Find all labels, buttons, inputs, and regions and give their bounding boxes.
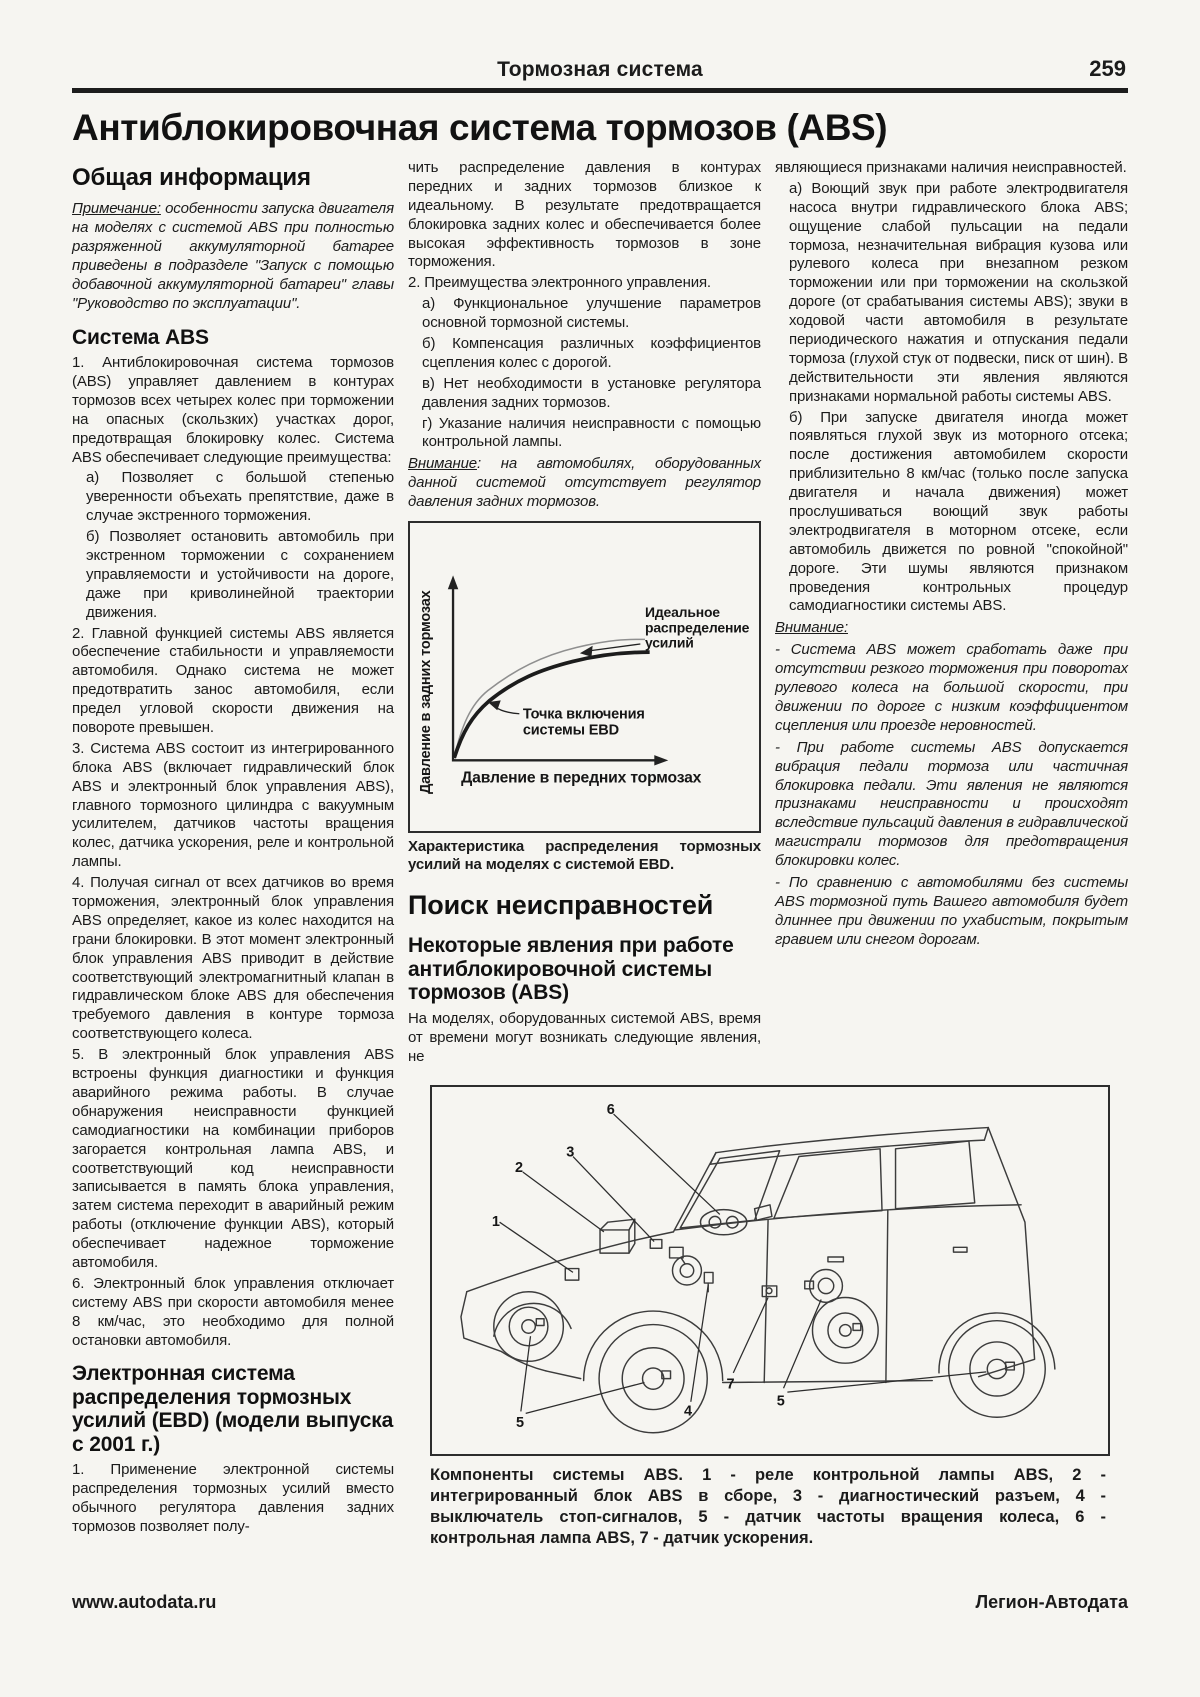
footer-site: www.autodata.ru — [72, 1592, 217, 1612]
diagnostic-connector-icon — [650, 1239, 662, 1248]
attention-label: Внимание: — [775, 619, 848, 637]
list-item: б) При запуске двигателя иногда может появляться глухой звук из моторного отсека; после достижения автомобилем скорости приблизительно 8 км/час (только после запуска двигателя и начала движения) может прослушиваться воющий звук работы электродвигателя в моторном отсеке, если автомобиль движется по ровной "спокойной" дороге. Эти шумы являются признаком проведения контрольных процедур самодиагностики системы ABS. — [789, 408, 1128, 615]
callout-1: 1 — [491, 1213, 500, 1230]
paragraph: 1. Применение электронной системы распределения тормозных усилий вместо обычного регулятора давления задних тормозов позволяет полу- — [72, 1461, 394, 1536]
attention-text: : на автомобилях, оборудованных данной системой отсутствует регулятор давления задних тормозов. — [408, 455, 761, 511]
acceleration-sensor-icon — [762, 1285, 776, 1296]
annotation-ideal: Идеальное — [644, 604, 720, 621]
attention-item: - По сравнению с автомобилями без системы ABS тормозной путь Вашего автомобиля будет длиннее при движении по ухабистым, покрытым гравием или снегом дорогам. — [775, 873, 1128, 948]
column-3 — [775, 159, 1128, 952]
x-axis-label: Давление в передних тормозах — [461, 769, 702, 787]
list-item: а) Позволяет с большой степенью уверенности объехать препятствие, даже в случае экстренного торможения. — [86, 469, 394, 525]
list-item: б) Компенсация различных коэффициентов сцепления колес с дорогой. — [422, 335, 761, 371]
page-body — [0, 159, 1200, 1549]
note-paragraph — [72, 200, 394, 313]
ebd-chart-figure — [408, 521, 761, 833]
annotation-ebd-point: системы EBD — [522, 722, 619, 739]
columns-2-3 — [408, 159, 1128, 1069]
annotation-ebd-point: Точка включения — [522, 706, 645, 723]
wheel-speed-sensor-icon — [853, 1323, 861, 1330]
chapter-title: Тормозная система — [497, 58, 703, 81]
ebd-curve — [454, 652, 649, 758]
callout-5-front: 5 — [516, 1414, 525, 1431]
paragraph: 5. В электронный блок управления ABS встроены функция диагностики и функция аварийного режима работы. В случае обнаружения неисправности функцией самодиагностики на комбинации приборов загорается контрольная лампа ABS, и соответствующий код неисправности записывается в память блока управления, затем система переходит в аварийный режим работы (отключение функции ABS), который обеспечивает надежное торможение автомобиля. — [72, 1046, 394, 1271]
page-title: Антиблокировочная система тормозов (ABS) — [72, 107, 888, 148]
annotation-ideal: усилий — [644, 634, 694, 651]
abs-components — [565, 1209, 842, 1302]
callout-3: 3 — [566, 1144, 575, 1161]
callout-2: 2 — [515, 1159, 524, 1176]
attention-label: Внимание — [408, 455, 477, 473]
callout-5-rear: 5 — [776, 1393, 785, 1410]
attention-item: - Система ABS может сработать даже при отсутствии резкого торможения при поворотах рулевого колеса на большой скорости, при движении по дороге с низким коэффициентом сцепления или проезде неровностей. — [775, 641, 1128, 734]
heading-phenomena: Некоторые явления при работе антиблокировочной системы тормозов (ABS) — [408, 934, 734, 1005]
suv-outline — [461, 1127, 1055, 1382]
wheels — [494, 1291, 1045, 1432]
ideal-curve — [454, 639, 645, 758]
page-number: 259 — [1089, 56, 1126, 81]
paragraph: На моделях, оборудованных системой ABS, время от времени могут возникать следующие явления, не — [408, 1009, 761, 1065]
master-cylinder-icon — [670, 1247, 702, 1285]
paragraph: 3. Система ABS состоит из интегрированного блока ABS (включает гидравлический блок ABS и электронный блок управления ABS), главного тормозного цилиндра с вакуумным усилителем, датчиков частоты вращения колес, датчика ускорения, реле и контрольной лампы. — [72, 739, 394, 871]
running-header — [0, 0, 1200, 88]
note-label: Примечание: — [72, 200, 161, 218]
callout-4: 4 — [684, 1402, 693, 1419]
paragraph: чить распределение давления в контурах передних и задних тормозов близкое к идеальному. В результате предотвращается блокировка задних колес и обеспечивается более высокая эффективность тормозов в зоне торможения. — [408, 159, 761, 271]
car-diagram — [432, 1087, 1108, 1454]
attention-paragraph — [408, 455, 761, 512]
x-axis-arrow-icon — [654, 755, 668, 765]
paragraph: 1. Антиблокировочная система тормозов (ABS) управляет давлением в контурах тормозов всех четырех колес при торможении на опасных (скользких) участках дорог, предотвращая блокировку колес. Система ABS обеспечивает следующие преимущества: — [72, 354, 394, 466]
ebd-chart — [410, 523, 759, 831]
heading-general-info: Общая информация — [72, 164, 311, 191]
annotation-ideal: распределение — [644, 619, 750, 636]
heading-abs-system: Система ABS — [72, 325, 209, 349]
ideal-arrow-icon — [580, 646, 593, 657]
heading-ebd-system: Электронная система распределения тормозных усилий (EBD) (модели выпуска с 2001 г.) — [72, 1362, 394, 1456]
paragraph: 2. Преимущества электронного управления. — [408, 274, 711, 292]
footer-publisher: Легион-Автодата — [975, 1592, 1128, 1612]
callout-numbers — [492, 1102, 785, 1431]
column-1 — [72, 159, 394, 1539]
abs-lamp-relay-icon — [565, 1268, 579, 1280]
car-components-figure — [430, 1085, 1110, 1456]
note-text: особенности запуска двигателя на моделях с системой ABS при полностью разряженной аккумуляторной батарее приведены в подразделе "Запуск с помощью добавочной аккумуляторной батареи" главы "Руководство по эксплуатации". — [72, 200, 394, 312]
chart-caption: Характеристика распределения тормозных усилий на моделях с системой EBD. — [408, 838, 761, 874]
y-axis-arrow-icon — [448, 575, 458, 589]
paragraph: 2. Главной функцией системы ABS является обеспечение стабильности и управляемости автомобиля. Однако система не может предотвратить занос автомобиля, если предел угловой скорости движения на повороте превышен. — [72, 624, 394, 737]
paragraph: 4. Получая сигнал от всех датчиков во время торможения, электронный блок управления ABS определяет, какое из колес находится на грани блокировки. В этот момент электронный блок управления ABS приводит в действие соответствующий электромагнитный клапан в гидравлическом блоке ABS для обеспечения требуемого давления в контуре тормоза соответствующего колеса. — [72, 874, 394, 1043]
list-item: в) Нет необходимости в установке регулятора давления задних тормозов. — [422, 374, 761, 411]
ebd-leader-line — [495, 707, 519, 714]
callout-6: 6 — [606, 1101, 615, 1118]
column-2 — [408, 159, 761, 1069]
callout-7: 7 — [726, 1375, 735, 1392]
ideal-leader-line — [588, 644, 640, 651]
attention-heading — [775, 619, 1128, 638]
list-item: а) Функциональное улучшение параметров основной тормозной системы. — [422, 295, 761, 332]
page-footer — [72, 1592, 1128, 1613]
paragraph: 6. Электронный блок управления отключает систему ABS при скорости автомобиля менее 8 км/час, это необходимо для полной остановки автомобиля. — [72, 1274, 394, 1349]
list-item: г) Указание наличия неисправности с помощью контрольной лампы. — [422, 414, 761, 451]
list-item: а) Воющий звук при работе электродвигателя насоса внутри гидравлического блока ABS; ощущение слабой пульсации на педали тормоза, незначительная вибрация кузова или рулевого колеса при внезапном резком торможении или при торможении на скользкой дороге (от срабатывания системы ABS); звуки в ходовой части автомобиля в результате периодического нажатия и отпускания педали тормоза (глухой стук от подвески, писк от шин). В действительности эти явления являются признаками нормальной работы системы ABS. — [789, 179, 1128, 405]
stop-light-switch-icon — [704, 1272, 713, 1291]
wheel-speed-sensor-icon — [536, 1318, 544, 1325]
paragraph: являющиеся признаками наличия неисправностей. — [775, 159, 1127, 176]
heading-troubleshooting: Поиск неисправностей — [408, 890, 714, 921]
attention-item: - При работе системы ABS допускается вибрация педали тормоза или частичная блокировка педали. Эти явления не являются признаками неисправности и происходят вследствие пульсаций давления в гидравлической магистрали тормозов для предотвращения блокировки колес. — [775, 738, 1128, 870]
y-axis-label: Давление в задних тормозах — [417, 590, 434, 795]
header-rule — [72, 88, 1128, 93]
rear-sensor-rotor-icon — [805, 1269, 843, 1302]
right-area — [408, 159, 1128, 1549]
car-figure-caption: Компоненты системы ABS. 1 - реле контрольной лампы ABS, 2 - интегрированный блок ABS в сборе, 3 - диагностический разъем, 4 - выключатель стоп-сигналов, 5 - датчик частоты вращения колеса, 6 - контрольная лампа ABS, 7 - датчик ускорения. — [430, 1465, 1106, 1547]
list-item: б) Позволяет остановить автомобиль при экстренном торможении с сохранением управляемости и устойчивости на дороге, даже при криволинейной траектории движения. — [86, 528, 394, 621]
